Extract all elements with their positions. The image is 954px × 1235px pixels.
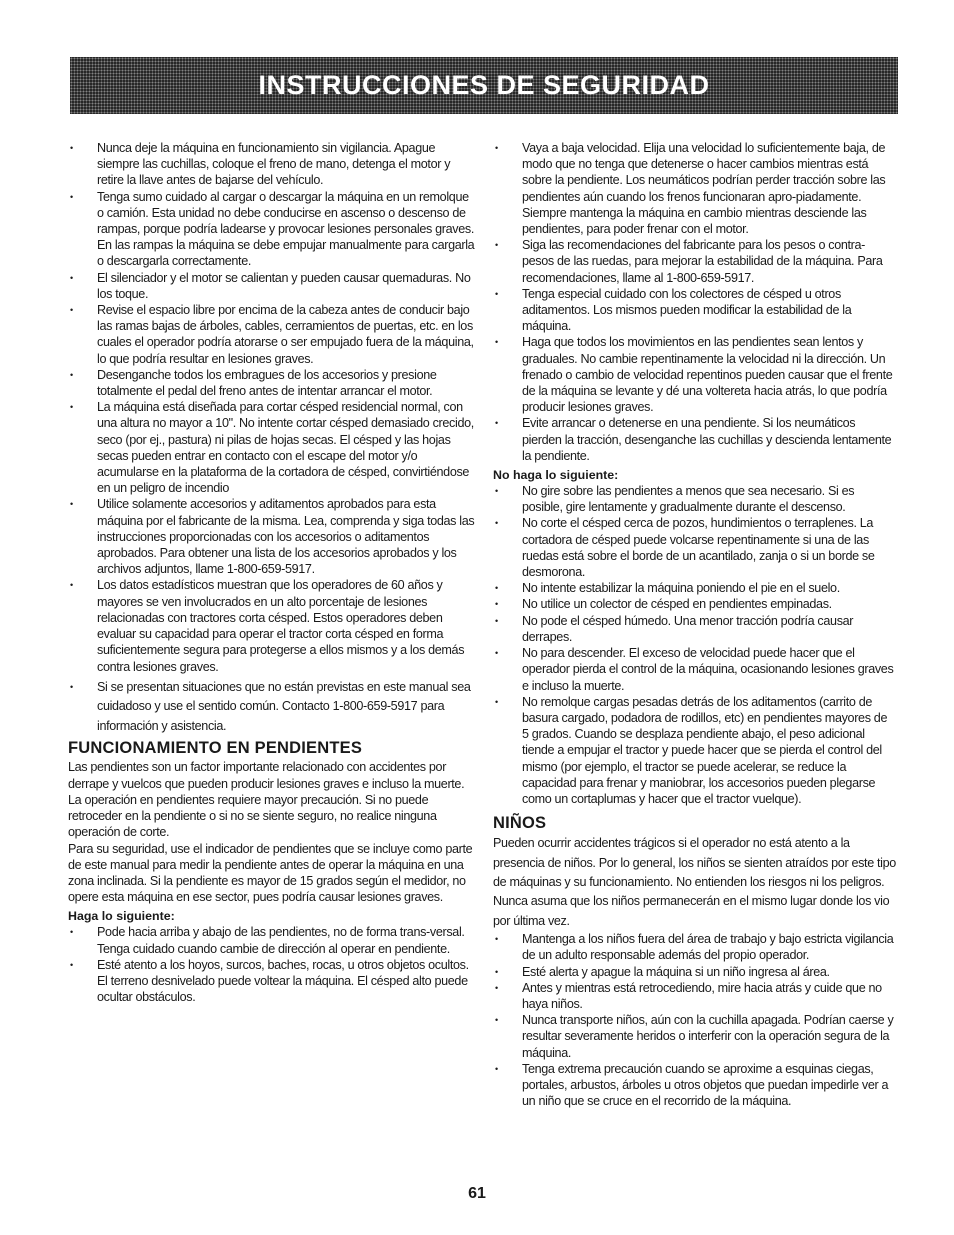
list-item [493,980,896,1012]
list-item [68,270,478,302]
bullet-icon: • [495,486,498,497]
bullet-icon: • [70,959,73,970]
list-item [68,924,478,956]
bullet-icon: • [495,288,498,299]
bullet-icon: • [70,681,73,692]
list-item-text: No gire sobre las pendientes a menos que sea necesario. Si es posible, gire lentamente y gradualmente durante el descenso. [522,484,855,515]
bullet-icon: • [70,402,73,413]
bullet-icon: • [495,615,498,626]
children-list [493,931,896,1109]
list-item-text: No utilice un colector de césped en pendientes empinadas. [522,597,832,612]
slopes-paragraph: Las pendientes son un factor importante relacionado con accidentes por derrape y vuelcos que pueden producir lesiones graves e incluso la muerte. La operación en pendientes requiere mayor precaución. Si no puede retroceder en la pendiente o si no se siente seguro, no realice ninguna operación de corte. [68,760,465,840]
list-item-text: Revise el espacio libre por encima de la cabeza antes de conducir bajo las ramas bajas de árboles, cables, cerramientos de puertas, etc. en los cuales el operador podría atorarse o ser empujado fuera de la máquina, lo que podría resultar en lesiones graves. [97,303,474,366]
list-item [493,931,896,963]
list-item-text: Desenganche todos los embragues de los accesorios y presione totalmente el pedal del freno antes de intentar arrancar el motor. [97,367,437,399]
list-item [68,399,478,496]
slopes-heading: FUNCIONAMIENTO EN PENDIENTES [68,739,363,758]
list-item [68,189,478,270]
list-item [68,957,478,1006]
list-item [493,483,896,515]
list-item-text: Tenga especial cuidado con los colectores de césped u otros aditamentos. Los mismos pueden modificar la estabilidad de la máquina. [522,286,852,334]
slope-safety-list [493,140,896,464]
list-item-text: Esté atento a los hoyos, surcos, baches, rocas, u otros objetos ocultos. El terreno desnivelado puede voltear la máquina. El césped alto puede ocultar obstáculos. [97,957,469,1005]
bullet-icon: • [495,240,498,251]
banner-title: INSTRUCCIONES DE SEGURIDAD [258,70,710,100]
bullet-icon: • [70,927,73,938]
slopes-paragraph: Para su seguridad, use el indicador de pendientes que se incluye como parte de este manual para medir la pendiente antes de operar la máquina en una zona inclinada. Si la pendiente es mayor de 15 grados según el medidor, no opere esta máquina en ese sector, pues podría causar lesiones graves. [68,841,473,905]
bullet-icon: • [70,499,73,510]
bullet-icon: • [495,1063,498,1074]
list-item [493,645,896,694]
children-heading: NIÑOS [493,814,547,833]
bullet-icon: • [495,1015,498,1026]
dont-heading: No haga lo siguiente: [493,468,619,483]
list-item [493,286,896,335]
list-item [493,1061,896,1110]
list-item-text: Evite arrancar o detenerse en una pendiente. Si los neumáticos pierden la tracción, desenganche las cuchillas y descienda lentamente la pendiente. [522,416,892,463]
bullet-icon: • [495,337,498,348]
list-item-text: Los datos estadísticos muestran que los operadores de 60 años y mayores se ven involucrados en un alto porcentaje de lesiones relacionadas con tractores corta césped. Estos operadores deben evaluar su capacidad para operar el tractor corta césped en forma suficientemente segura para protegerse a ellos mismos y a los demás contra lesiones graves. [97,578,465,674]
list-item-text: Esté alerta y apague la máquina si un niño ingresa al área. [522,964,830,979]
section-banner [70,57,898,114]
list-item [493,334,896,415]
dont-list [493,483,896,807]
bullet-icon: • [495,966,498,977]
list-item-text: Utilice solamente accesorios y aditamentos aprobados para esta máquina por el fabricante de la misma. Lea, comprenda y siga todas las instrucciones proporcionadas con los accesorios o aditamentos aprobados. Para obtener una lista de los accesorios aprobados y los archivos adjuntos, llame 1-800-659-5917. [97,497,475,577]
bullet-icon: • [495,599,498,610]
list-item [493,1012,896,1061]
list-item-text: La máquina está diseñada para cortar césped residencial normal, con una altura no mayor a 10". No intente cortar césped demasiado crecido, seco (por ej., pastura) ni pilas de hojas secas. El césped y las hojas secas pueden entrar en contacto con el escape del motor y/o acumularse en la plataforma de la cortadora de césped, convirtiéndose en un peligro de incendio [97,400,474,496]
page-number: 61 [468,1185,486,1202]
list-item-text: Mantenga a los niños fuera del área de trabajo y bajo estricta vigilancia de un adulto responsable además del propio operador. [522,932,894,963]
list-item [493,694,896,807]
left-column [68,140,478,1005]
bullet-icon: • [70,143,73,153]
list-item [68,302,478,367]
bullet-icon: • [495,518,498,529]
list-item-text: Nunca deje la máquina en funcionamiento sin vigilancia. Apague siempre las cuchillas, coloque el freno de mano, detenga el motor y retire la llave antes de bajarse del vehículo. [97,141,451,188]
list-item-text: No para descender. El exceso de velocidad puede hacer que el operador pierda el control de la máquina, ocasionando lesiones graves e incluso la muerte. [522,646,894,693]
list-item [493,964,896,980]
bullet-icon: • [70,305,73,316]
list-item-text: No pode el césped húmedo. Una menor tracción podría causar derrapes. [522,613,854,644]
list-item-text: Nunca transporte niños, aún con la cuchilla apagada. Podrían caerse y resultar severamente heridos o interferir con la operación segura de la máquina. [522,1013,894,1060]
list-item [493,596,896,612]
general-safety-list [68,140,478,736]
bullet-icon: • [495,982,498,993]
do-heading: Haga lo siguiente: [68,909,175,924]
list-item-text: Tenga sumo cuidado al cargar o descargar la máquina en un remolque o camión. Esta unidad no debe conducirse en ascenso o descenso de rampas, porque podría ladearse y provocar lesiones personales graves. En las rampas la máquina se debe empujar manualmente para cargarla o descargarla correctamente. [97,189,475,269]
right-column [493,140,896,1109]
bullet-icon: • [70,272,73,283]
list-item [493,140,896,237]
list-item [493,237,896,286]
list-item-text: No corte el césped cerca de pozos, hundimientos o terraplenes. La cortadora de césped puede volcarse repentinamente si una de las ruedas está sobre el borde de un acantilado, zanja o si un borde se desmorona. [522,516,875,580]
list-item-text: Siga las recomendaciones del fabricante para los pesos o contra-pesos de las ruedas, para mejorar la estabilidad de la máquina. Para recomendaciones, llame al 1-800-659-5917. [522,238,883,285]
list-item-text: No remolque cargas pesadas detrás de los aditamentos (carrito de basura cargado, podadora de rodillos, etc) en pendientes mayores de 5 grados. Cuando se desplaza pendiente abajo, el peso adicional tiende a empujar el tractor y puede hacer que se pierda el control del mismo (por ejemplo, el tractor se puede acelerar, se reduce la capacidad para frenar y maniobrar, los accesorios pueden plegarse como un cortaplumas y hacer que el tractor vuelque). [522,694,888,806]
list-item [68,496,478,577]
do-list [68,924,478,1005]
list-item [493,613,896,645]
list-item [493,515,896,580]
list-item-text: Tenga extrema precaución cuando se aproxime a esquinas ciegas, portales, arbustos, árboles u otros objetos que puedan impedirle ver a un niño que se cruce en el recorrido de la máquina. [522,1061,889,1109]
list-item [68,367,478,399]
bullet-icon: • [495,143,498,153]
list-item [68,140,478,189]
list-item-text: Pode hacia arriba y abajo de las pendientes, no de forma trans-versal. Tenga cuidado cuando cambie de dirección al operar en pendiente. [97,925,465,956]
list-item-text: Vaya a baja velocidad. Elija una velocidad lo suficientemente baja, de modo que no tenga que detenerse o hacer cambios mientras está sobre la pendiente. Los neumáticos podrían perder tracción sobre las pendientes aún cuando los frenos funcionaran apro-piadamente. Siempre mantenga la máquina en cambio mientras desciende las pendientes, para poder frenar con el motor. [522,141,886,237]
list-item [493,580,896,596]
bullet-icon: • [495,934,498,945]
bullet-icon: • [495,696,498,707]
list-item [68,577,478,674]
list-item [68,678,478,737]
bullet-icon: • [70,369,73,380]
bullet-icon: • [70,191,73,202]
list-item-text: El silenciador y el motor se calientan y pueden causar quemaduras. No los toque. [97,270,471,301]
list-item-text: Si se presentan situaciones que no están previstas en este manual sea cuidadoso y use el sentido común. Contacto 1-800-659-5917 para información y asistencia. [97,679,471,733]
list-item [493,415,896,464]
list-item-text: Haga que todos los movimientos en las pendientes sean lentos y graduales. No cambie repentinamente la velocidad ni la dirección. Un frenado o cambio de velocidad repentinos pueden causar que el frente de la máquina se levante y dé una voltereta hacia atrás, lo que podría producir lesiones graves. [522,335,893,415]
list-item-text: No intente estabilizar la máquina poniendo el pie en el suelo. [522,581,840,596]
bullet-icon: • [495,583,498,594]
bullet-icon: • [495,648,498,659]
bullet-icon: • [495,418,498,429]
bullet-icon: • [70,580,73,591]
list-item-text: Antes y mientras está retrocediendo, mire hacia atrás y cuide que no haya niños. [522,980,882,1011]
children-paragraph: Pueden ocurrir accidentes trágicos si el operador no está atento a la presencia de niños. Por lo general, los niños se sienten atraídos por este tipo de máquinas y su funcionamiento. No entienden los riesgos ni los peligros. Nunca asuma que los niños permanecerán en el mismo lugar donde los vio por última vez. [493,836,896,928]
